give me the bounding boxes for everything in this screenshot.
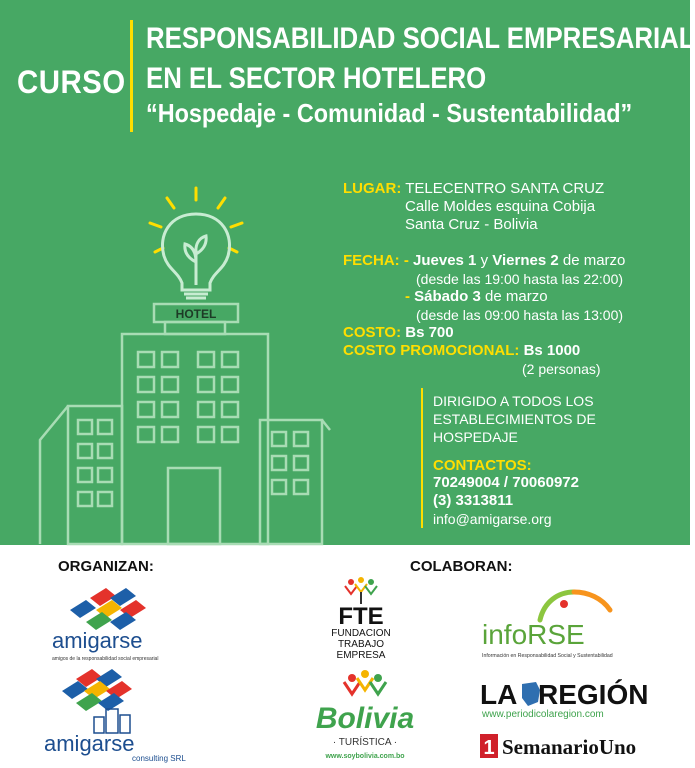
amigarse-wordmark: amigarse: [52, 628, 143, 653]
audience-line2: ESTABLECIMIENTOS DE: [433, 411, 596, 427]
fte-line2: TRABAJO: [337, 639, 385, 650]
location-line3: Santa Cruz - Bolivia: [405, 216, 538, 233]
promo-cost-block: [343, 342, 580, 360]
fte-logo: [314, 576, 408, 662]
bolivia-subtitle: · TURÍSTICA ·: [332, 737, 398, 748]
course-title-line2: EN EL SECTOR HOTELERO: [146, 62, 487, 95]
semanario-uno-logo: [478, 730, 648, 764]
inforse-wordmark: infoRSE: [482, 619, 585, 650]
light-bulb-icon: [162, 214, 229, 298]
inforse-logo: [478, 580, 643, 662]
amigarse-consulting-mark-icon: [62, 669, 132, 711]
date-friday: Viernes 2: [492, 252, 559, 269]
audience-divider: [421, 388, 423, 528]
contacts-phones: 70249004 / 70060972: [433, 474, 579, 491]
bolivia-people-icon: [344, 670, 386, 694]
inforse-swoosh-icon: [540, 592, 610, 620]
amigarse-logo: [48, 582, 183, 664]
course-subtitle: “Hospedaje - Comunidad - Sustentabilidad”: [146, 98, 633, 128]
course-label: CURSO: [17, 64, 126, 100]
contacts-label: CONTACTOS:: [433, 457, 532, 474]
promo-cost-label: COSTO PROMOCIONAL:: [343, 342, 520, 359]
fte-line3: EMPRESA: [336, 650, 386, 661]
bolivia-url: www.soybolivia.com.bo: [325, 753, 405, 760]
date-schedule2: (desde las 09:00 hasta las 13:00): [416, 307, 624, 323]
la-region-region: REGIÓN: [538, 679, 649, 710]
buildings-icon: [94, 709, 130, 733]
hotel-illustration: [30, 180, 330, 545]
la-region-la: LA: [480, 679, 518, 710]
amigarse-consulting-tagline: consulting SRL: [132, 754, 186, 763]
date-saturday: Sábado 3: [414, 288, 481, 305]
collaborators-label: COLABORAN:: [410, 558, 513, 575]
header-divider: [130, 20, 133, 132]
people-figures-icon: [345, 577, 377, 604]
promo-cost-note: (2 personas): [522, 361, 601, 377]
la-region-url: www.periodicolaregion.com: [482, 709, 604, 720]
hotel-building-icon: [40, 304, 330, 544]
location-line2: Calle Moldes esquina Cobija: [405, 198, 596, 215]
la-region-logo: [478, 676, 649, 720]
bolivia-wordmark: Bolivia: [315, 702, 415, 735]
hotel-sign-text: HOTEL: [175, 307, 217, 321]
cost-value: Bs 700: [405, 324, 454, 341]
bolivia-turistica-logo: [314, 668, 416, 764]
location-label: LUGAR:: [343, 180, 402, 197]
amigarse-tagline: amigos de la responsabilidad social empresarial: [52, 656, 159, 662]
location-line1: TELECENTRO SANTA CRUZ: [405, 180, 605, 197]
location-block: [343, 180, 604, 198]
fte-title: FTE: [338, 603, 384, 630]
date-block: FECHA: - Jueves 1 y Viernes 2 de marzo: [343, 252, 626, 269]
semanario-uno-wordmark: SemanarioUno: [502, 735, 637, 759]
organizers-label: ORGANIZAN:: [58, 558, 154, 575]
date-label: FECHA:: [343, 252, 400, 269]
cost-label: COSTO:: [343, 324, 402, 341]
amigarse-consulting-wordmark: amigarse: [44, 731, 135, 756]
semanario-uno-number: 1: [483, 737, 495, 759]
contacts-email[interactable]: info@amigarse.org: [433, 511, 552, 527]
course-title-line1: RESPONSABILIDAD SOCIAL EMPRESARIAL: [146, 22, 695, 55]
fte-line1: FUNDACION: [331, 628, 391, 639]
amigarse-mark-icon: [70, 588, 146, 630]
inforse-tagline: Información en Responsabilidad Social y Sustentabilidad: [482, 653, 613, 659]
audience-line3: HOSPEDAJE: [433, 429, 518, 445]
date-schedule1: (desde las 19:00 hasta las 22:00): [416, 271, 624, 287]
promo-cost-value: Bs 1000: [523, 342, 581, 359]
amigarse-consulting-logo: [40, 665, 186, 763]
cost-block: [343, 324, 454, 342]
contacts-phone2: (3) 3313811: [433, 492, 514, 509]
date-thursday: Jueves 1: [413, 252, 477, 269]
audience-line1: DIRIGIDO A TODOS LOS: [433, 393, 594, 409]
date-block2: - Sábado 3 de marzo: [405, 288, 548, 305]
